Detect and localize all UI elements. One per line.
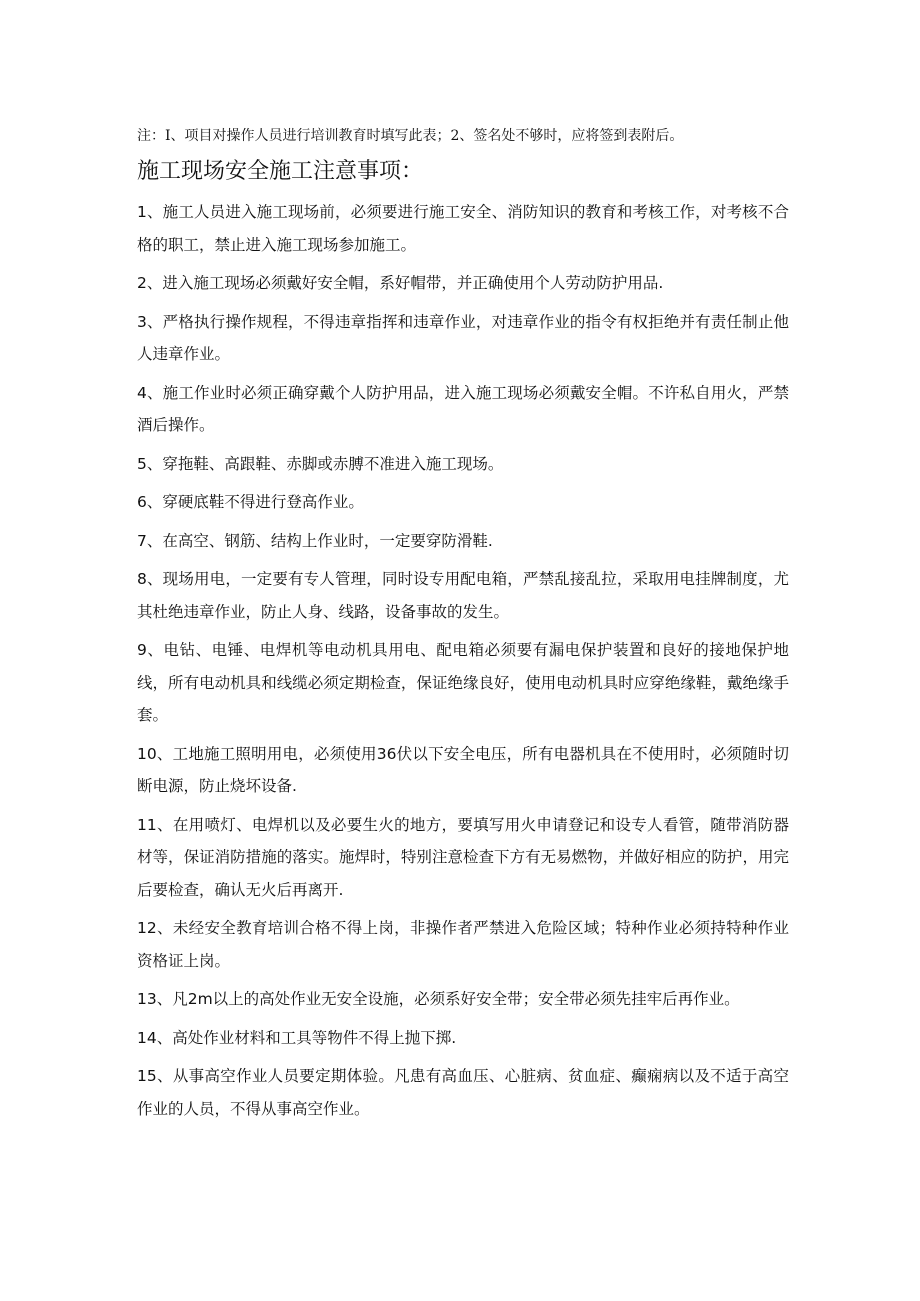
rule-item: 6、穿硬底鞋不得进行登高作业。 bbox=[137, 493, 364, 511]
rule-item: 1、施工人员进入施工现场前，必须要进行施工安全、消防知识的教育和考核工作，对考核不合格的职工，禁止进入施工现场参加施工。 bbox=[137, 203, 789, 254]
rule-item: 10、工地施工照明用电，必须使用36伏以下安全电压，所有电器机具在不使用时，必须随时切断电源，防止烧坏设备. bbox=[137, 744, 789, 795]
page-title: 施工现场安全施工注意事项： bbox=[137, 159, 424, 184]
form-note: 注：I、项目对操作人员进行培训教育时填写此表；2、签名处不够时，应将签到表附后。 bbox=[137, 128, 684, 144]
rule-item: 2、进入施工现场必须戴好安全帽，系好帽带，并正确使用个人劳动防护用品. bbox=[137, 274, 664, 292]
rule-item: 3、严格执行操作规程，不得违章指挥和违章作业，对违章作业的指令有权拒绝并有责任制止他人违章作业。 bbox=[137, 312, 789, 363]
rule-item: 13、凡2m以上的高处作业无安全设施，必须系好安全带；安全带必须先挂牢后再作业。 bbox=[137, 990, 740, 1008]
safety-rules-list bbox=[137, 196, 789, 1131]
rule-item: 4、施工作业时必须正确穿戴个人防护用品，进入施工现场必须戴安全帽。不许私自用火，严禁酒后操作。 bbox=[137, 383, 789, 434]
rule-item: 5、穿拖鞋、高跟鞋、赤脚或赤膊不准进入施工现场。 bbox=[137, 454, 504, 473]
rule-item: 9、电钻、电锤、电焊机等电动机具用电、配电箱必须要有漏电保护装置和良好的接地保护地线，所有电动机具和线缆必须定期检查，保证绝缘良好，使用电动机具时应穿绝缘鞋，戴绝缘手套。 bbox=[137, 641, 789, 724]
rule-item: 15、从事高空作业人员要定期体验。凡患有高血压、心脏病、贫血症、癫痫病以及不适于高空作业的人员，不得从事高空作业。 bbox=[137, 1067, 789, 1118]
rule-item: 11、在用喷灯、电焊机以及必要生火的地方，要填写用火申请登记和设专人看管，随带消防器材等，保证消防措施的落实。施焊时，特别注意检查下方有无易燃物，并做好相应的防护，用完后要检查，确认无火后再离开. bbox=[137, 815, 789, 899]
rule-item: 8、现场用电，一定要有专人管理，同时设专用配电箱，严禁乱接乱拉，采取用电挂牌制度，尤其杜绝违章作业，防止人身、线路，设备事故的发生。 bbox=[137, 570, 789, 621]
rule-item: 12、未经安全教育培训合格不得上岗，非操作者严禁进入危险区域；特种作业必须持特种作业资格证上岗。 bbox=[137, 919, 789, 970]
rule-item: 14、高处作业材料和工具等物件不得上抛下掷. bbox=[137, 1028, 457, 1047]
rule-item: 7、在高空、钢筋、结构上作业时，一定要穿防滑鞋. bbox=[137, 531, 493, 550]
